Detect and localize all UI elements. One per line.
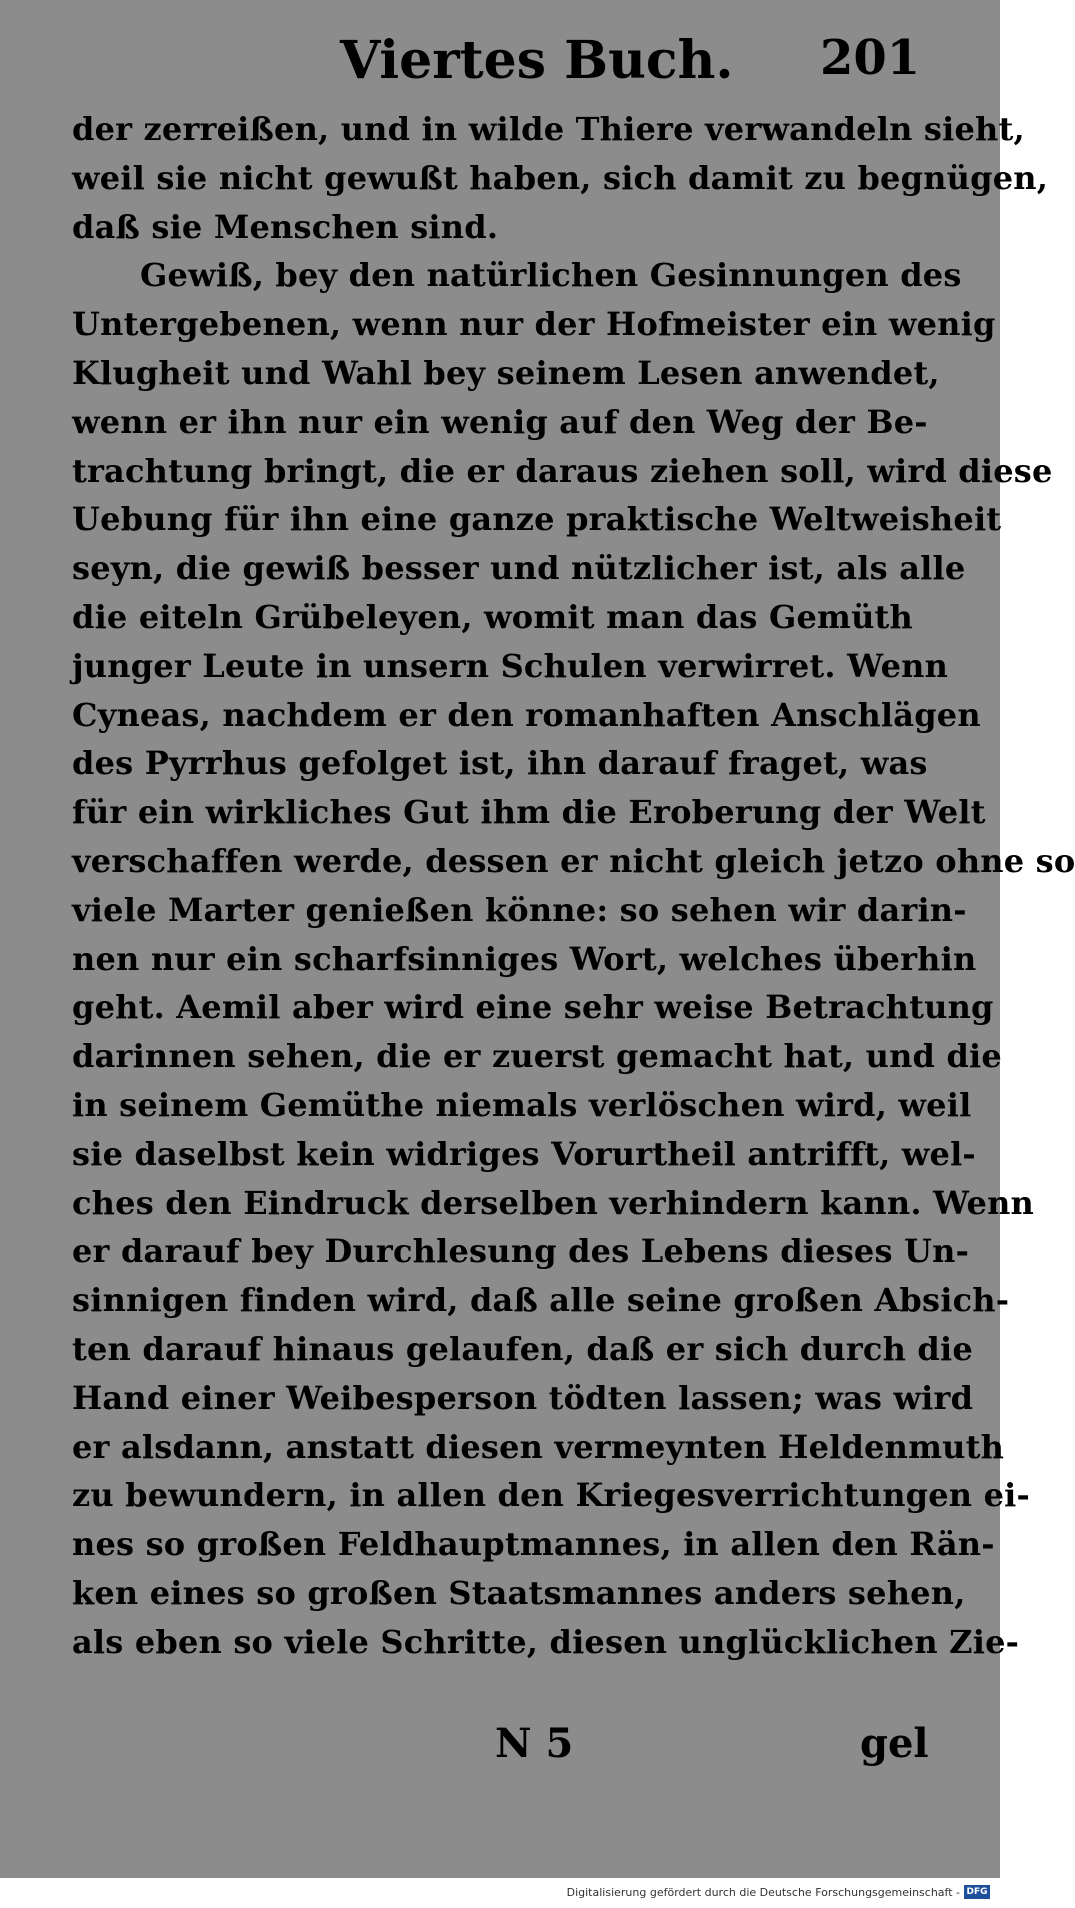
text-line: er darauf bey Durchlesung des Lebens dieses Un- (72, 1232, 970, 1271)
text-line: der zerreißen, und in wilde Thiere verwandeln sieht, (72, 110, 1025, 148)
text-line: daß sie Menschen sind. (72, 207, 499, 246)
catchword: gel (860, 1720, 929, 1767)
digitization-credit-bar (0, 1878, 1000, 1908)
text-line: darinnen sehen, die er zuerst gemacht hat, und die (72, 1037, 1002, 1076)
text-line: die eiteln Grübeleyen, womit man das Gemüth (72, 597, 914, 636)
text-line: wenn er ihn nur ein wenig auf den Weg der Be- (72, 402, 928, 441)
text-line: seyn, die gewiß besser und nützlicher ist, als alle (72, 549, 966, 588)
text-line: des Pyrrhus gefolget ist, ihn darauf fraget, was (72, 744, 928, 783)
text-line: Klugheit und Wahl bey seinem Lesen anwendet, (72, 353, 940, 392)
dfg-logo-icon: DFG (964, 1885, 990, 1899)
running-title: Viertes Buch. (340, 30, 734, 91)
text-line: ten darauf hinaus gelaufen, daß er sich durch die (72, 1329, 973, 1368)
text-line: Uebung für ihn eine ganze praktische Weltweisheit (72, 500, 1002, 539)
text-line: sinnigen finden wird, daß alle seine großen Absich- (72, 1281, 1010, 1320)
running-header (0, 30, 1000, 100)
text-line: Untergebenen, wenn nur der Hofmeister ein wenig (72, 305, 996, 344)
text-line: weil sie nicht gewußt haben, sich damit zu begnügen, (72, 158, 1049, 197)
text-line: als eben so viele Schritte, diesen unglücklichen Zie- (72, 1622, 1020, 1661)
signature-mark: N 5 (495, 1720, 574, 1767)
text-line: er alsdann, anstatt diesen vermeynten Heldenmuth (72, 1427, 1005, 1466)
text-line: geht. Aemil aber wird eine sehr weise Betrachtung (72, 988, 994, 1027)
text-line: sie daselbst kein widriges Vorurtheil antrifft, wel- (72, 1134, 976, 1173)
page-footer (0, 1720, 1000, 1780)
text-line: Hand einer Weibesperson tödten lassen; was wird (72, 1378, 974, 1417)
text-line: viele Marter genießen könne: so sehen wir darin- (72, 890, 967, 929)
text-line: junger Leute in unsern Schulen verwirret. Wenn (72, 646, 949, 685)
text-line: für ein wirkliches Gut ihm die Eroberung der Welt (72, 793, 986, 832)
text-line: zu bewundern, in allen den Kriegesverrichtungen ei- (72, 1476, 1031, 1515)
text-line: trachtung bringt, die er daraus ziehen soll, wird diese (72, 451, 1053, 490)
body-text (72, 105, 1075, 1667)
credit-text: Digitalisierung gefördert durch die Deutsche Forschungsgemeinschaft - (566, 1886, 960, 1899)
text-line: Gewiß, bey den natürlichen Gesinnungen des (140, 256, 962, 295)
text-line: in seinem Gemüthe niemals verlöschen wird, weil (72, 1085, 972, 1124)
text-line: ken eines so großen Staatsmannes anders sehen, (72, 1573, 966, 1612)
page-number: 201 (820, 30, 921, 86)
text-line: nes so großen Feldhauptmannes, in allen den Rän- (72, 1525, 995, 1564)
text-line: verschaffen werde, dessen er nicht gleich jetzo ohne so (72, 841, 1075, 880)
text-line: Cyneas, nachdem er den romanhaften Anschlägen (72, 695, 981, 734)
text-line: ches den Eindruck derselben verhindern kann. Wenn (72, 1183, 1035, 1222)
text-line: nen nur ein scharfsinniges Wort, welches überhin (72, 939, 977, 978)
